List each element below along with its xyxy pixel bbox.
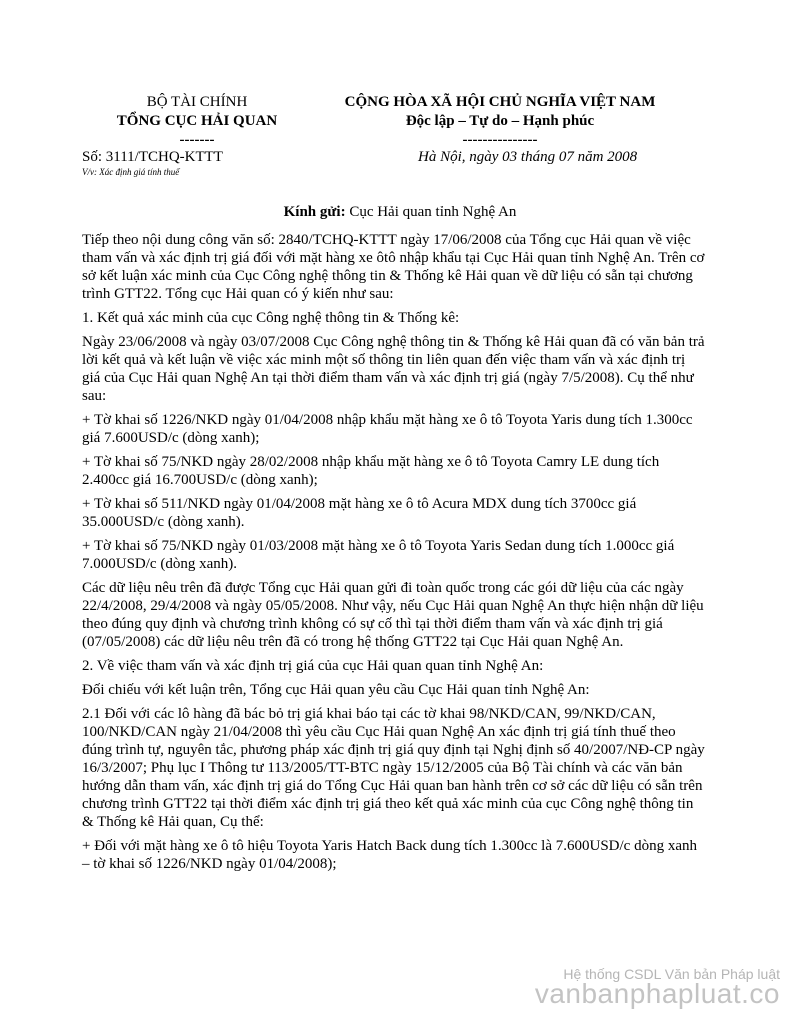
paragraph: Tiếp theo nội dung công văn số: 2840/TCHQ-KTTT ngày 17/06/2008 của Tổng cục Hải quan về việc tham vấn và xác định trị giá đối với mặt hàng xe ôtô nhập khẩu tại Cục Hải quan tỉnh Nghệ An. Trên cơ sở kết luận xác minh của Cục Công nghệ thông tin & Thống kê Hải quan về dữ liệu có sẵn tại chương trình GTT22. Tổng cục Hải quan có ý kiến như sau: bbox=[82, 232, 705, 302]
document-body bbox=[82, 231, 707, 879]
paragraph: 2. Về việc tham vấn và xác định trị giá của cục Hải quan quan tỉnh Nghệ An: bbox=[82, 658, 544, 674]
paragraph: + Tờ khai số 1226/NKD ngày 01/04/2008 nhập khẩu mặt hàng xe ô tô Toyota Yaris dung tích 1.300cc giá 7.600USD/c (dòng xanh); bbox=[82, 412, 693, 446]
paragraph: 2.1 Đối với các lô hàng đã bác bỏ trị giá khai báo tại các tờ khai 98/NKD/CAN, 99/NKD/CAN, 100/NKD/CAN ngày 21/04/2008 thì yêu cầu Cục Hải quan Nghệ An xác định trị giá tính thuế theo đúng trình tự, nguyên tắc, phương pháp xác định trị giá quy định tại Nghị định số 40/2007/NĐ-CP ngày 16/3/2007; Phụ lục I Thông tư 113/2005/TT-BTC ngày 15/12/2005 của Bộ Tài chính và các văn bản hướng dẫn tham vấn, xác định trị giá do Tổng Cục Hải quan ban hành trên cơ sở các dữ liệu có sẵn trên chương trình GTT22 tại thời điểm xác định trị giá theo kết quả xác minh của cục Công nghệ thông tin & Thống kê Hải quan, Cụ thể: bbox=[82, 706, 705, 830]
paragraph: + Tờ khai số 75/NKD ngày 01/03/2008 mặt hàng xe ô tô Toyota Yaris Sedan dung tích 1.000cc giá 7.000USD/c (dòng xanh). bbox=[82, 538, 675, 572]
recipient-line bbox=[0, 204, 800, 221]
recipient-name: Cục Hải quan tỉnh Nghệ An bbox=[349, 204, 517, 220]
recipient-label: Kính gửi: bbox=[283, 204, 346, 220]
document-date: Hà Nội, ngày 03 tháng 07 năm 2008 bbox=[418, 149, 638, 165]
paragraph: + Đối với mặt hàng xe ô tô hiệu Toyota Yaris Hatch Back dung tích 1.300cc là 7.600USD/c dòng xanh – tờ khai số 1226/NKD ngày 01/04/2008); bbox=[82, 838, 697, 872]
national-heading bbox=[300, 93, 700, 150]
issuer-divider: ------- bbox=[179, 132, 215, 148]
country-name: CỘNG HÒA XÃ HỘI CHỦ NGHĨA VIỆT NAM bbox=[344, 94, 656, 110]
watermark-site: vanbanphapluat.co bbox=[534, 978, 780, 1009]
agency-name: TỔNG CỤC HẢI QUAN bbox=[116, 113, 278, 129]
paragraph: Đối chiếu với kết luận trên, Tổng cục Hải quan yêu cầu Cục Hải quan tỉnh Nghệ An: bbox=[82, 682, 590, 698]
issuer-block bbox=[82, 93, 312, 150]
paragraph: 1. Kết quả xác minh của cục Công nghệ thông tin & Thống kê: bbox=[82, 310, 460, 326]
paragraph: + Tờ khai số 75/NKD ngày 28/02/2008 nhập khẩu mặt hàng xe ô tô Toyota Camry LE dung tích 2.400cc giá 16.700USD/c (dòng xanh); bbox=[82, 454, 660, 488]
ministry-name: BỘ TÀI CHÍNH bbox=[146, 94, 248, 110]
document-subject: V/v: Xác định giá tính thuế bbox=[82, 167, 180, 177]
paragraph: Các dữ liệu nêu trên đã được Tổng cục Hải quan gửi đi toàn quốc trong các gói dữ liệu của các ngày 22/4/2008, 29/4/2008 và ngày 05/05/2008. Như vậy, nếu Cục Hải quan Nghệ An thực hiện nhận dữ liệu theo đúng quy định và chương trình không có sự cố thì tại thời điểm tham vấn và xác định trị giá (07/05/2008) các dữ liệu nêu trên đã có trong hệ thống GTT22 tại Cục Hải quan Nghệ An. bbox=[82, 580, 704, 650]
paragraph: Ngày 23/06/2008 và ngày 03/07/2008 Cục Công nghệ thông tin & Thống kê Hải quan đã có văn bản trả lời kết quả và kết luận về việc xác minh một số thông tin liên quan đến việc tham vấn và xác định trị giá của Cục Hải quan Nghệ An tại thời điểm tham vấn và xác định trị giá (ngày 7/5/2008). Cụ thể như sau: bbox=[82, 334, 705, 404]
motto: Độc lập – Tự do – Hạnh phúc bbox=[405, 113, 595, 129]
motto-divider: --------------- bbox=[462, 132, 538, 148]
paragraph: + Tờ khai số 511/NKD ngày 01/04/2008 mặt hàng xe ô tô Acura MDX dung tích 3700cc giá 35.000USD/c (dòng xanh). bbox=[82, 496, 637, 530]
watermark-caption: Hệ thống CSDL Văn bản Pháp luật bbox=[563, 966, 780, 982]
document-number: Số: 3111/TCHQ-KTTT bbox=[82, 149, 223, 165]
